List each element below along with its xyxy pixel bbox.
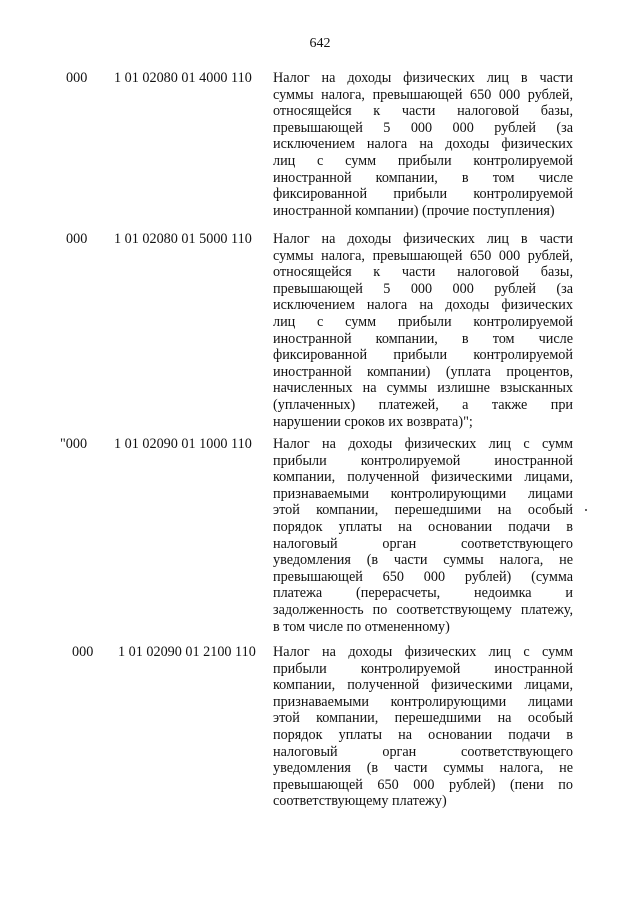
description-line: порядок уплаты на основании подачи в (273, 726, 573, 743)
description-line: в том числе по отмененному) (273, 618, 450, 635)
row-description (273, 644, 573, 810)
description-line: задолженность по соответствующему платежу, (273, 601, 573, 618)
budget-classification-code: 1 01 02080 01 4000 110 (114, 70, 252, 86)
description-line: суммы налога, превышающей 650 000 рублей, (273, 86, 573, 103)
description-line: Налог на доходы физических лиц с сумм (273, 436, 573, 452)
description-line: фиксированной прибыли контролируемой (273, 186, 573, 203)
description-line: (уплаченных) платежей, а также при (273, 396, 573, 413)
page-number: 642 (309, 36, 331, 51)
description-line: соответствующему платежу) (273, 793, 447, 810)
description-line: иностранной компании) (прочие поступления) (273, 202, 555, 219)
admin-code: "000 (60, 436, 88, 452)
description-line: компании, полученной физическими лицами, (273, 677, 573, 694)
description-line: превышающей 650 000 рублей) (пени по (273, 776, 573, 793)
description-line: прибыли контролируемой иностранной (273, 452, 573, 469)
description-line: относящейся к части налоговой базы, (273, 264, 573, 281)
description-line: иностранной компании, в том числе (273, 169, 573, 186)
description-line: уведомления (в части суммы налога, не (273, 552, 573, 569)
admin-code: 000 (72, 644, 94, 660)
description-line: превышающей 5 000 000 рублей (за (273, 119, 573, 136)
row-description (273, 70, 573, 219)
description-line: лиц с сумм прибыли контролируемой (273, 313, 573, 330)
budget-classification-code: 1 01 02090 01 1000 110 (114, 436, 252, 452)
description-line: Налог на доходы физических лиц в части (273, 231, 573, 247)
description-line: иностранной компании, в том числе (273, 330, 573, 347)
description-line: налоговый орган соответствующего (273, 535, 573, 552)
description-line: превышающей 5 000 000 рублей (за (273, 280, 573, 297)
description-line: суммы налога, превышающей 650 000 рублей, (273, 247, 573, 264)
description-line: исключением налога на доходы физических (273, 297, 573, 314)
description-line: прибыли контролируемой иностранной (273, 660, 573, 677)
description-line: Налог на доходы физических лиц с сумм (273, 644, 573, 660)
admin-code: 000 (66, 70, 88, 86)
description-line: компании, полученной физическими лицами, (273, 469, 573, 486)
description-line: лиц с сумм прибыли контролируемой (273, 152, 573, 169)
description-line: налоговый орган соответствующего (273, 743, 573, 760)
description-line: относящейся к части налоговой базы, (273, 103, 573, 120)
description-line: фиксированной прибыли контролируемой (273, 347, 573, 364)
description-line: нарушении сроков их возврата)"; (273, 413, 473, 430)
description-line: Налог на доходы физических лиц в части (273, 70, 573, 86)
description-line: признаваемыми контролирующими лицами (273, 693, 573, 710)
budget-classification-code: 1 01 02090 01 2100 110 (118, 644, 256, 660)
description-line: порядок уплаты на основании подачи в (273, 518, 573, 535)
description-line: платежа (перерасчеты, недоимка и (273, 585, 573, 602)
description-line: признаваемыми контролирующими лицами (273, 485, 573, 502)
description-line: иностранной компании) (уплата процентов, (273, 363, 573, 380)
description-line: начисленных на суммы излишне взысканных (273, 380, 573, 397)
description-line: исключением налога на доходы физических (273, 136, 573, 153)
description-line: этой компании, перешедшими на особый (273, 502, 573, 519)
description-line: уведомления (в части суммы налога, не (273, 760, 573, 777)
description-line: превышающей 650 000 рублей) (сумма (273, 568, 573, 585)
row-description (273, 436, 573, 635)
description-line: этой компании, перешедшими на особый (273, 710, 573, 727)
scan-speck (585, 509, 587, 511)
row-description (273, 231, 573, 430)
budget-classification-code: 1 01 02080 01 5000 110 (114, 231, 252, 247)
admin-code: 000 (66, 231, 88, 247)
